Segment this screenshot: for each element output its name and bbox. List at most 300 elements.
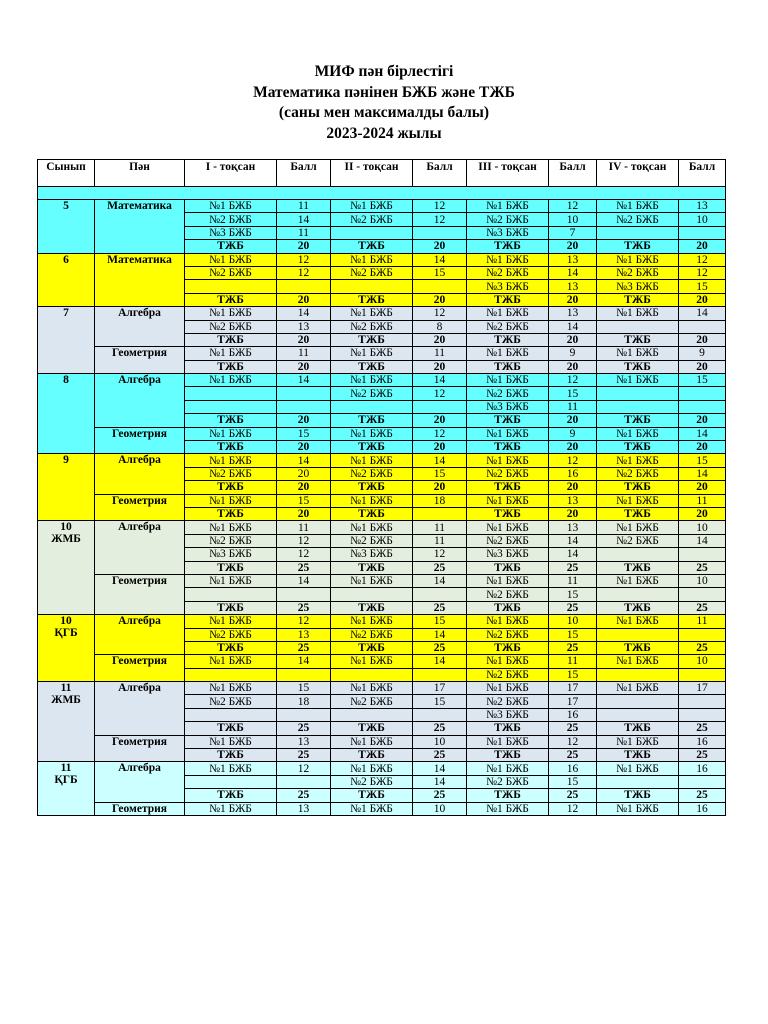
score-cell: 16	[549, 708, 597, 721]
assessment-cell: ТЖБ	[185, 441, 277, 454]
assessment-cell: ТЖБ	[597, 414, 679, 427]
score-cell: 25	[679, 722, 726, 735]
score-cell: 25	[549, 789, 597, 802]
score-cell: 20	[679, 333, 726, 346]
score-cell: 12	[277, 266, 331, 279]
assessment-cell: ТЖБ	[597, 561, 679, 574]
score-cell: 20	[277, 507, 331, 520]
score-cell	[679, 387, 726, 400]
score-cell: 12	[679, 266, 726, 279]
assessment-cell: ТЖБ	[331, 749, 413, 762]
column-header: Балл	[679, 160, 726, 187]
table-row	[38, 307, 726, 320]
score-cell: 17	[413, 682, 467, 695]
score-cell: 12	[413, 387, 467, 400]
assessment-cell: ТЖБ	[185, 481, 277, 494]
score-cell: 13	[277, 735, 331, 748]
assessment-cell: №2 БЖБ	[597, 266, 679, 279]
assessment-cell	[597, 588, 679, 601]
score-cell: 20	[549, 507, 597, 520]
score-cell: 25	[413, 789, 467, 802]
score-cell	[679, 775, 726, 788]
score-cell: 14	[413, 775, 467, 788]
assessment-cell: №1 БЖБ	[467, 735, 549, 748]
assessment-cell: ТЖБ	[467, 481, 549, 494]
subject-cell: Алгебра	[95, 682, 185, 736]
assessment-cell: №1 БЖБ	[185, 802, 277, 815]
column-header: Балл	[413, 160, 467, 187]
assessment-cell: ТЖБ	[467, 441, 549, 454]
assessment-cell: №1 БЖБ	[467, 307, 549, 320]
assessment-cell: ТЖБ	[331, 641, 413, 654]
table-row	[38, 200, 726, 213]
assessment-cell: №3 БЖБ	[331, 548, 413, 561]
assessment-cell: №1 БЖБ	[185, 682, 277, 695]
score-cell: 10	[549, 213, 597, 226]
score-cell: 15	[549, 628, 597, 641]
assessment-cell: №2 БЖБ	[331, 213, 413, 226]
score-cell: 12	[549, 200, 597, 213]
assessment-cell: ТЖБ	[185, 561, 277, 574]
score-cell: 11	[549, 655, 597, 668]
score-cell	[413, 708, 467, 721]
assessment-cell	[331, 226, 413, 239]
subject-cell: Геометрия	[95, 802, 185, 815]
assessment-cell: ТЖБ	[597, 722, 679, 735]
subject-cell: Математика	[95, 253, 185, 307]
assessment-cell	[331, 400, 413, 413]
score-cell: 11	[679, 615, 726, 628]
score-cell: 25	[413, 561, 467, 574]
table-row	[38, 454, 726, 467]
score-cell: 11	[549, 400, 597, 413]
assessment-cell: №2 БЖБ	[331, 266, 413, 279]
score-cell: 10	[679, 521, 726, 534]
subject-cell: Геометрия	[95, 427, 185, 454]
score-cell: 20	[679, 293, 726, 306]
assessment-cell: ТЖБ	[467, 601, 549, 614]
class-cell: 6	[38, 253, 95, 307]
assessment-cell: ТЖБ	[331, 414, 413, 427]
score-cell: 25	[277, 722, 331, 735]
score-cell: 20	[679, 414, 726, 427]
assessment-cell: №1 БЖБ	[597, 347, 679, 360]
assessment-cell: №1 БЖБ	[467, 762, 549, 775]
assessment-cell: №1 БЖБ	[185, 574, 277, 587]
score-cell: 25	[549, 722, 597, 735]
assessment-cell: №2 БЖБ	[331, 467, 413, 480]
score-cell: 25	[549, 641, 597, 654]
score-cell: 25	[413, 749, 467, 762]
assessment-cell: №1 БЖБ	[597, 682, 679, 695]
score-cell: 12	[277, 762, 331, 775]
assessment-cell: №2 БЖБ	[467, 628, 549, 641]
score-cell: 12	[413, 307, 467, 320]
score-cell: 11	[277, 347, 331, 360]
assessment-cell: ТЖБ	[597, 481, 679, 494]
score-cell: 13	[549, 307, 597, 320]
table-row	[38, 253, 726, 266]
assessment-cell: №1 БЖБ	[185, 762, 277, 775]
score-cell: 15	[277, 682, 331, 695]
assessment-cell: ТЖБ	[331, 561, 413, 574]
score-cell: 14	[549, 548, 597, 561]
class-cell: 8	[38, 374, 95, 454]
score-cell: 20	[277, 293, 331, 306]
assessment-cell: ТЖБ	[331, 789, 413, 802]
assessment-cell: №2 БЖБ	[185, 534, 277, 547]
assessment-cell: №1 БЖБ	[597, 802, 679, 815]
score-cell: 15	[277, 494, 331, 507]
score-cell: 14	[277, 655, 331, 668]
score-cell: 12	[679, 253, 726, 266]
table-row	[38, 494, 726, 507]
score-cell: 12	[549, 454, 597, 467]
assessment-cell: №2 БЖБ	[467, 266, 549, 279]
assessment-cell: №1 БЖБ	[185, 200, 277, 213]
assessment-cell: №1 БЖБ	[467, 454, 549, 467]
score-cell: 25	[277, 789, 331, 802]
table-row	[38, 735, 726, 748]
assessment-cell: №2 БЖБ	[185, 467, 277, 480]
assessment-cell: №2 БЖБ	[467, 467, 549, 480]
assessment-cell: №1 БЖБ	[467, 347, 549, 360]
score-cell: 20	[277, 360, 331, 373]
score-cell: 15	[549, 588, 597, 601]
score-cell: 11	[413, 347, 467, 360]
score-cell	[277, 400, 331, 413]
column-header: І - тоқсан	[185, 160, 277, 187]
assessment-cell: №3 БЖБ	[185, 548, 277, 561]
score-cell: 15	[679, 280, 726, 293]
score-cell: 25	[413, 601, 467, 614]
score-cell: 25	[277, 749, 331, 762]
score-cell	[413, 668, 467, 681]
score-cell: 20	[413, 360, 467, 373]
assessment-cell: №1 БЖБ	[331, 735, 413, 748]
table-header-row	[38, 160, 726, 187]
score-cell: 16	[679, 735, 726, 748]
score-cell: 12	[549, 735, 597, 748]
score-cell	[277, 668, 331, 681]
score-cell: 12	[277, 615, 331, 628]
score-cell: 14	[679, 467, 726, 480]
score-cell: 18	[413, 494, 467, 507]
assessment-cell: ТЖБ	[467, 722, 549, 735]
assessment-cell: №1 БЖБ	[597, 253, 679, 266]
score-cell: 20	[413, 333, 467, 346]
assessment-cell: №1 БЖБ	[331, 200, 413, 213]
assessment-cell: №1 БЖБ	[597, 494, 679, 507]
assessment-cell	[185, 588, 277, 601]
score-cell: 14	[549, 320, 597, 333]
column-header: Сынып	[38, 160, 95, 187]
assessment-cell: №3 БЖБ	[467, 708, 549, 721]
assessment-cell: №1 БЖБ	[185, 655, 277, 668]
assessment-cell: №1 БЖБ	[467, 427, 549, 440]
column-header: IV - тоқсан	[597, 160, 679, 187]
score-cell: 14	[413, 574, 467, 587]
score-cell: 25	[679, 749, 726, 762]
subject-cell: Геометрия	[95, 655, 185, 682]
score-cell: 9	[679, 347, 726, 360]
assessment-cell: ТЖБ	[597, 441, 679, 454]
score-cell: 20	[277, 240, 331, 253]
score-cell: 11	[549, 574, 597, 587]
score-cell: 13	[277, 320, 331, 333]
column-header: ІІ - тоқсан	[331, 160, 413, 187]
assessment-cell: №1 БЖБ	[597, 574, 679, 587]
score-cell	[413, 226, 467, 239]
assessment-cell: №1 БЖБ	[331, 615, 413, 628]
score-cell: 10	[679, 213, 726, 226]
assessment-cell: ТЖБ	[597, 507, 679, 520]
score-cell: 15	[679, 374, 726, 387]
score-cell: 15	[679, 454, 726, 467]
score-cell: 14	[413, 374, 467, 387]
assessment-cell: №2 БЖБ	[331, 775, 413, 788]
assessment-cell: ТЖБ	[597, 360, 679, 373]
assessment-cell: №1 БЖБ	[597, 427, 679, 440]
score-cell: 14	[549, 534, 597, 547]
score-cell: 14	[549, 266, 597, 279]
assessment-cell: №1 БЖБ	[331, 374, 413, 387]
score-cell	[679, 668, 726, 681]
assessment-cell: ТЖБ	[331, 240, 413, 253]
score-cell: 25	[679, 789, 726, 802]
assessment-cell: №1 БЖБ	[597, 200, 679, 213]
assessment-cell: №2 БЖБ	[467, 213, 549, 226]
score-cell: 16	[679, 762, 726, 775]
score-cell: 20	[277, 481, 331, 494]
class-cell: 11 ЖМБ	[38, 682, 95, 762]
score-cell: 20	[679, 360, 726, 373]
score-cell: 12	[549, 374, 597, 387]
score-cell: 17	[679, 682, 726, 695]
score-cell: 14	[277, 574, 331, 587]
assessment-cell: №2 БЖБ	[467, 320, 549, 333]
score-cell: 17	[549, 682, 597, 695]
assessment-cell: №1 БЖБ	[597, 735, 679, 748]
score-cell: 9	[549, 427, 597, 440]
assessment-cell: ТЖБ	[185, 507, 277, 520]
score-cell: 15	[277, 427, 331, 440]
score-cell: 13	[549, 494, 597, 507]
subject-cell: Алгебра	[95, 374, 185, 428]
score-cell	[413, 507, 467, 520]
assessment-cell: №2 БЖБ	[467, 775, 549, 788]
assessment-cell: №2 БЖБ	[597, 213, 679, 226]
score-cell: 15	[413, 615, 467, 628]
score-cell: 13	[549, 253, 597, 266]
assessment-cell: ТЖБ	[185, 722, 277, 735]
class-cell: 10 ҚГБ	[38, 615, 95, 682]
assessment-cell	[185, 387, 277, 400]
assessment-cell: №3 БЖБ	[467, 280, 549, 293]
assessment-cell: №1 БЖБ	[185, 615, 277, 628]
assessment-cell: №2 БЖБ	[597, 467, 679, 480]
assessment-cell	[331, 280, 413, 293]
score-cell: 12	[549, 802, 597, 815]
score-cell: 14	[413, 655, 467, 668]
score-cell: 14	[679, 427, 726, 440]
class-cell: 7	[38, 307, 95, 374]
score-cell: 12	[413, 548, 467, 561]
score-cell: 15	[549, 387, 597, 400]
class-cell: 10 ЖМБ	[38, 521, 95, 615]
score-cell: 7	[549, 226, 597, 239]
score-cell: 9	[549, 347, 597, 360]
score-cell: 10	[549, 615, 597, 628]
header-line-2: Математика пәнінен БЖБ және ТЖБ	[253, 83, 515, 101]
score-cell	[277, 708, 331, 721]
assessment-cell: №1 БЖБ	[331, 682, 413, 695]
subject-cell: Геометрия	[95, 494, 185, 521]
score-cell: 20	[277, 333, 331, 346]
score-cell: 20	[277, 441, 331, 454]
header-line-1: МИФ пән бірлестігі	[314, 63, 454, 80]
score-cell: 14	[413, 253, 467, 266]
assessment-cell: №3 БЖБ	[467, 548, 549, 561]
assessment-cell: №1 БЖБ	[467, 253, 549, 266]
assessment-cell: №2 БЖБ	[467, 387, 549, 400]
score-cell: 20	[549, 481, 597, 494]
document-header	[0, 62, 768, 144]
assessment-cell	[597, 320, 679, 333]
assessment-cell: ТЖБ	[597, 749, 679, 762]
assessment-cell: №1 БЖБ	[597, 307, 679, 320]
assessment-cell: №1 БЖБ	[331, 762, 413, 775]
score-cell: 16	[549, 467, 597, 480]
assessment-cell	[185, 708, 277, 721]
column-header: Пән	[95, 160, 185, 187]
assessment-cell: №1 БЖБ	[185, 307, 277, 320]
assessment-cell: №1 БЖБ	[597, 655, 679, 668]
table-row	[38, 762, 726, 775]
score-cell: 25	[277, 561, 331, 574]
assessment-cell: ТЖБ	[185, 240, 277, 253]
assessment-cell: №1 БЖБ	[185, 253, 277, 266]
assessment-cell	[185, 280, 277, 293]
assessment-cell: ТЖБ	[467, 240, 549, 253]
score-cell: 15	[549, 775, 597, 788]
score-cell: 20	[277, 414, 331, 427]
score-cell: 20	[413, 240, 467, 253]
assessment-cell: №2 БЖБ	[185, 628, 277, 641]
assessment-cell: №1 БЖБ	[597, 374, 679, 387]
assessment-table	[37, 159, 726, 816]
assessment-cell	[331, 668, 413, 681]
score-cell: 17	[549, 695, 597, 708]
assessment-cell: №2 БЖБ	[185, 695, 277, 708]
assessment-cell: №1 БЖБ	[597, 762, 679, 775]
assessment-cell: ТЖБ	[331, 293, 413, 306]
assessment-cell: №2 БЖБ	[331, 320, 413, 333]
table-row	[38, 802, 726, 815]
score-cell: 13	[679, 200, 726, 213]
score-cell	[413, 588, 467, 601]
score-cell	[679, 320, 726, 333]
assessment-cell: ТЖБ	[331, 441, 413, 454]
score-cell: 12	[413, 213, 467, 226]
score-cell: 13	[277, 628, 331, 641]
assessment-cell: ТЖБ	[185, 601, 277, 614]
class-cell: 9	[38, 454, 95, 521]
score-cell	[679, 695, 726, 708]
score-cell: 11	[413, 534, 467, 547]
assessment-cell: ТЖБ	[185, 333, 277, 346]
score-cell: 25	[277, 601, 331, 614]
assessment-cell: №2 БЖБ	[331, 534, 413, 547]
score-cell	[277, 775, 331, 788]
table-row	[38, 682, 726, 695]
assessment-cell	[597, 668, 679, 681]
assessment-cell: ТЖБ	[467, 789, 549, 802]
assessment-cell: ТЖБ	[597, 601, 679, 614]
score-cell: 20	[549, 360, 597, 373]
score-cell: 14	[277, 374, 331, 387]
column-header: Балл	[549, 160, 597, 187]
score-cell: 20	[413, 441, 467, 454]
assessment-cell: ТЖБ	[597, 240, 679, 253]
score-cell: 12	[413, 427, 467, 440]
assessment-cell: ТЖБ	[185, 414, 277, 427]
score-cell: 25	[413, 722, 467, 735]
score-cell: 25	[277, 641, 331, 654]
assessment-cell: ТЖБ	[467, 749, 549, 762]
score-cell: 20	[549, 240, 597, 253]
assessment-cell: ТЖБ	[185, 789, 277, 802]
assessment-cell	[597, 775, 679, 788]
score-cell	[277, 280, 331, 293]
assessment-cell: ТЖБ	[467, 333, 549, 346]
score-cell: 16	[549, 762, 597, 775]
table-row	[38, 374, 726, 387]
column-header: ІІІ - тоқсан	[467, 160, 549, 187]
assessment-cell: №2 БЖБ	[331, 628, 413, 641]
score-cell: 20	[549, 293, 597, 306]
assessment-cell	[597, 548, 679, 561]
assessment-cell: ТЖБ	[467, 360, 549, 373]
assessment-cell	[185, 775, 277, 788]
score-cell: 12	[413, 200, 467, 213]
assessment-cell	[185, 400, 277, 413]
score-cell: 11	[413, 521, 467, 534]
score-cell: 14	[277, 213, 331, 226]
score-cell: 20	[549, 333, 597, 346]
score-cell	[679, 226, 726, 239]
spacer-row	[38, 187, 726, 200]
score-cell: 10	[679, 655, 726, 668]
table-row	[38, 521, 726, 534]
assessment-cell: ТЖБ	[331, 507, 413, 520]
header-line-4: 2023-2024 жылы	[326, 124, 442, 142]
assessment-cell: №2 БЖБ	[185, 266, 277, 279]
score-cell: 25	[679, 641, 726, 654]
score-cell	[679, 400, 726, 413]
assessment-cell: №2 БЖБ	[331, 387, 413, 400]
assessment-cell: ТЖБ	[467, 561, 549, 574]
assessment-cell: №1 БЖБ	[597, 615, 679, 628]
assessment-cell	[597, 628, 679, 641]
score-cell: 20	[679, 441, 726, 454]
score-cell: 13	[277, 802, 331, 815]
header-line-3: (саны мен максималды балы)	[278, 104, 490, 121]
score-cell: 13	[549, 280, 597, 293]
table-row	[38, 347, 726, 360]
subject-cell: Математика	[95, 200, 185, 254]
assessment-cell: №1 БЖБ	[467, 374, 549, 387]
